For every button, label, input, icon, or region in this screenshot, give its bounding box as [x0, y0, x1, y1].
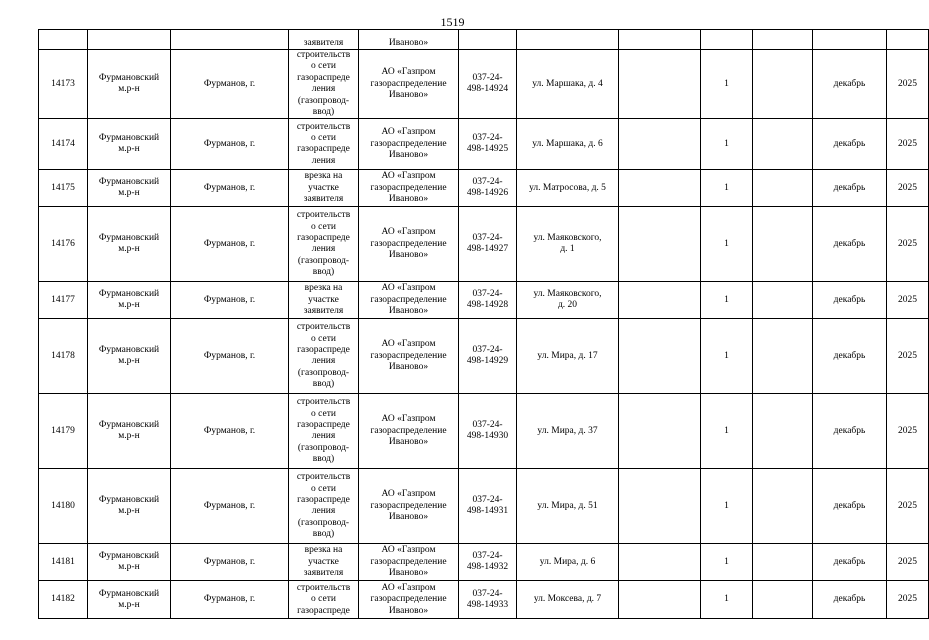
cell-empty	[753, 207, 813, 282]
cell-work-type	[289, 544, 359, 581]
cell-city: Фурманов, г.	[171, 50, 289, 119]
code-line: 498-14931	[466, 506, 509, 517]
work-line: газораспреде	[297, 345, 350, 356]
cell-year: 2025	[887, 319, 929, 394]
code-line: 498-14925	[466, 144, 509, 155]
district-line: м.р-н	[118, 244, 140, 255]
cell-empty	[753, 319, 813, 394]
cell-address	[517, 50, 619, 119]
cell-organization	[359, 170, 459, 207]
org-line: газораспределение	[370, 594, 447, 605]
district-line: м.р-н	[118, 562, 140, 573]
cell-address	[517, 544, 619, 581]
code-line: 498-14930	[466, 431, 509, 442]
cell-city: Фурманов, г.	[171, 469, 289, 544]
code-line: 037-24-	[472, 420, 503, 431]
cell-id: 14182	[39, 581, 88, 619]
work-line: ввод)	[312, 454, 335, 465]
org-line: газораспределение	[370, 78, 447, 89]
cell-organization	[359, 50, 459, 119]
address-line: ул. Матросова, д. 5	[529, 182, 606, 193]
org-line: АО «Газпром	[381, 283, 436, 294]
work-line: о сети	[311, 483, 336, 494]
cell-address	[517, 319, 619, 394]
org-line: АО «Газпром	[381, 127, 436, 138]
table-row	[39, 170, 929, 207]
cell-code	[459, 50, 517, 119]
cell-code	[459, 282, 517, 319]
org-line: Иваново»	[388, 437, 429, 448]
cell-work-type	[289, 50, 359, 119]
district-line: Фурмановский	[98, 588, 160, 599]
work-line: заявителя	[303, 568, 344, 579]
address-line: ул. Мира, д. 6	[539, 556, 596, 567]
cell-empty	[517, 30, 619, 50]
org-line: газораспределение	[370, 182, 447, 193]
code-line: 498-14932	[466, 562, 509, 573]
work-line: ввод)	[312, 529, 335, 540]
cell-month: декабрь	[813, 394, 887, 469]
cell-empty	[619, 544, 701, 581]
cell-work-type	[289, 469, 359, 544]
cell-quantity: 1	[701, 394, 753, 469]
cell-organization	[359, 394, 459, 469]
work-line: ления	[311, 431, 336, 442]
cell-empty	[887, 30, 929, 50]
cell-district	[88, 119, 171, 170]
cell-quantity: 1	[701, 119, 753, 170]
work-line: о сети	[311, 221, 336, 232]
org-line: Иваново»	[388, 568, 429, 579]
code-line: 037-24-	[472, 345, 503, 356]
cell-id: 14174	[39, 119, 88, 170]
cell-empty	[619, 394, 701, 469]
org-line: газораспределение	[370, 500, 447, 511]
table-row	[39, 319, 929, 394]
cell-empty	[753, 50, 813, 119]
table-row	[39, 50, 929, 119]
cell-city: Фурманов, г.	[171, 581, 289, 619]
cell-address	[517, 282, 619, 319]
district-line: м.р-н	[118, 431, 140, 442]
cell-id: 14173	[39, 50, 88, 119]
cell-district	[88, 50, 171, 119]
cell-city: Фурманов, г.	[171, 544, 289, 581]
cell-quantity: 1	[701, 282, 753, 319]
district-line: м.р-н	[118, 144, 140, 155]
org-line: Иваново»	[388, 512, 429, 523]
cell-year: 2025	[887, 581, 929, 619]
cell-organization	[359, 207, 459, 282]
cell-district	[88, 544, 171, 581]
cell-id: 14179	[39, 394, 88, 469]
org-line: Иваново»	[388, 194, 429, 205]
cell-empty	[813, 30, 887, 50]
cell-work-type	[289, 282, 359, 319]
work-line: ввод)	[312, 379, 335, 390]
cell-code	[459, 119, 517, 170]
cell-month: декабрь	[813, 50, 887, 119]
cell-district	[88, 319, 171, 394]
district-line: м.р-н	[118, 188, 140, 199]
cell-code	[459, 469, 517, 544]
cell-year: 2025	[887, 544, 929, 581]
cell-month: декабрь	[813, 207, 887, 282]
address-line: д. 1	[560, 244, 575, 255]
cell-work-type	[289, 581, 359, 619]
cell-code	[459, 581, 517, 619]
cell-empty	[619, 319, 701, 394]
cell-empty	[753, 170, 813, 207]
cell-district	[88, 282, 171, 319]
cell-empty	[701, 30, 753, 50]
address-line: ул. Мира, д. 51	[537, 500, 598, 511]
cell-quantity: 1	[701, 469, 753, 544]
cell-empty	[459, 30, 517, 50]
work-line: ления	[311, 244, 336, 255]
org-line: Иваново»	[388, 605, 429, 616]
work-line: строительств	[296, 582, 351, 593]
table-row	[39, 282, 929, 319]
cell-empty	[619, 170, 701, 207]
cell-work-type	[289, 319, 359, 394]
address-line: д. 20	[557, 300, 578, 311]
work-line: газораспреде	[297, 605, 350, 616]
district-line: м.р-н	[118, 300, 140, 311]
cell-work-continued: заявителя	[289, 30, 359, 50]
org-line: АО «Газпром	[381, 414, 436, 425]
cell-quantity: 1	[701, 50, 753, 119]
work-line: газораспреде	[297, 495, 350, 506]
work-line: строительств	[296, 210, 351, 221]
work-line: строительств	[296, 121, 351, 132]
cell-month: декабрь	[813, 319, 887, 394]
work-line: участке	[308, 556, 339, 567]
work-line: строительств	[296, 50, 351, 60]
work-line: о сети	[311, 408, 336, 419]
cell-work-type	[289, 207, 359, 282]
district-line: м.р-н	[118, 84, 140, 95]
cell-work-type	[289, 170, 359, 207]
address-line: ул. Маршака, д. 4	[532, 78, 603, 89]
cell-year: 2025	[887, 207, 929, 282]
table-body	[39, 30, 929, 619]
org-line: АО «Газпром	[381, 227, 436, 238]
address-line: ул. Маяковского,	[533, 289, 602, 300]
address-line: ул. Маяковского,	[533, 233, 602, 244]
cell-empty	[753, 282, 813, 319]
cell-organization	[359, 469, 459, 544]
work-line: ввод)	[312, 107, 335, 118]
district-line: Фурмановский	[98, 495, 160, 506]
cell-organization	[359, 581, 459, 619]
cell-district	[88, 581, 171, 619]
cell-month: декабрь	[813, 170, 887, 207]
work-line: (газопровод-	[297, 367, 350, 378]
code-line: 498-14926	[466, 188, 509, 199]
district-line: Фурмановский	[98, 233, 160, 244]
work-line: заявителя	[303, 306, 344, 317]
cell-year: 2025	[887, 469, 929, 544]
cell-code	[459, 319, 517, 394]
district-line: м.р-н	[118, 506, 140, 517]
cell-org-continued: Иваново»	[359, 30, 459, 50]
org-line: АО «Газпром	[381, 582, 436, 593]
work-line: о сети	[311, 333, 336, 344]
code-line: 037-24-	[472, 495, 503, 506]
code-line: 498-14927	[466, 244, 509, 255]
work-line: о сети	[311, 133, 336, 144]
cell-empty	[619, 581, 701, 619]
work-line: ления	[311, 506, 336, 517]
work-line: ввод)	[312, 267, 335, 278]
cell-empty	[619, 119, 701, 170]
cell-year: 2025	[887, 170, 929, 207]
cell-id: 14175	[39, 170, 88, 207]
cell-empty	[753, 581, 813, 619]
cell-address	[517, 207, 619, 282]
table-row	[39, 119, 929, 170]
org-line: Иваново»	[388, 362, 429, 373]
cell-id: 14176	[39, 207, 88, 282]
org-line: АО «Газпром	[381, 545, 436, 556]
cell-empty	[88, 30, 171, 50]
code-line: 498-14933	[466, 599, 509, 610]
work-line: о сети	[311, 594, 336, 605]
cell-empty	[753, 30, 813, 50]
cell-month: декабрь	[813, 581, 887, 619]
cell-empty	[753, 469, 813, 544]
code-line: 498-14929	[466, 356, 509, 367]
cell-month: декабрь	[813, 469, 887, 544]
cell-city: Фурманов, г.	[171, 319, 289, 394]
cell-district	[88, 207, 171, 282]
org-line: газораспределение	[370, 294, 447, 305]
cell-city: Фурманов, г.	[171, 170, 289, 207]
cell-empty	[619, 469, 701, 544]
cell-city: Фурманов, г.	[171, 394, 289, 469]
cell-code	[459, 544, 517, 581]
cell-id: 14181	[39, 544, 88, 581]
cell-organization	[359, 319, 459, 394]
code-line: 037-24-	[472, 133, 503, 144]
cell-id: 14180	[39, 469, 88, 544]
cell-empty	[619, 30, 701, 50]
cell-empty	[619, 207, 701, 282]
cell-empty	[619, 50, 701, 119]
cell-quantity: 1	[701, 319, 753, 394]
code-line: 037-24-	[472, 551, 503, 562]
district-line: м.р-н	[118, 599, 140, 610]
org-line: газораспределение	[370, 138, 447, 149]
cell-district	[88, 170, 171, 207]
cell-address	[517, 581, 619, 619]
code-line: 498-14924	[466, 84, 509, 95]
table-row-continued	[39, 30, 929, 50]
org-line: АО «Газпром	[381, 67, 436, 78]
work-line: газораспреде	[297, 144, 350, 155]
org-line: Иваново»	[388, 306, 429, 317]
cell-quantity: 1	[701, 170, 753, 207]
cell-address	[517, 469, 619, 544]
work-line: газораспреде	[297, 72, 350, 83]
table-row	[39, 394, 929, 469]
work-line: ления	[311, 356, 336, 367]
cell-address	[517, 170, 619, 207]
cell-quantity: 1	[701, 581, 753, 619]
registry-table	[38, 29, 929, 619]
cell-month: декабрь	[813, 282, 887, 319]
cell-empty	[753, 544, 813, 581]
cell-quantity: 1	[701, 544, 753, 581]
org-line: газораспределение	[370, 556, 447, 567]
district-line: Фурмановский	[98, 551, 160, 562]
cell-year: 2025	[887, 119, 929, 170]
work-line: (газопровод-	[297, 517, 350, 528]
cell-organization	[359, 282, 459, 319]
org-line: АО «Газпром	[381, 339, 436, 350]
code-line: 037-24-	[472, 72, 503, 83]
address-line: ул. Мира, д. 37	[537, 425, 598, 436]
cell-work-type	[289, 394, 359, 469]
cell-empty	[753, 119, 813, 170]
work-line: ления	[311, 84, 336, 95]
cell-code	[459, 394, 517, 469]
cell-empty	[619, 282, 701, 319]
cell-month: декабрь	[813, 544, 887, 581]
work-line: врезка на	[304, 545, 343, 556]
district-line: Фурмановский	[98, 72, 160, 83]
district-line: Фурмановский	[98, 289, 160, 300]
page-number: 1519	[440, 15, 465, 29]
work-line: (газопровод-	[297, 95, 350, 106]
org-line: Иваново»	[388, 89, 429, 100]
table-row	[39, 544, 929, 581]
work-line: участке	[308, 294, 339, 305]
cell-empty	[753, 394, 813, 469]
work-line: строительств	[296, 397, 351, 408]
district-line: м.р-н	[118, 356, 140, 367]
cell-id: 14177	[39, 282, 88, 319]
code-line: 037-24-	[472, 177, 503, 188]
code-line: 037-24-	[472, 289, 503, 300]
work-line: газораспреде	[297, 233, 350, 244]
org-line: газораспределение	[370, 238, 447, 249]
cell-district	[88, 394, 171, 469]
table-row	[39, 207, 929, 282]
org-line: газораспределение	[370, 425, 447, 436]
cell-code	[459, 207, 517, 282]
work-line: (газопровод-	[297, 442, 350, 453]
work-line: заявителя	[303, 194, 344, 205]
cell-empty	[171, 30, 289, 50]
work-line: ления	[311, 155, 336, 166]
cell-address	[517, 119, 619, 170]
work-line: врезка на	[304, 171, 343, 182]
cell-work-type	[289, 119, 359, 170]
cell-code	[459, 170, 517, 207]
cell-quantity: 1	[701, 207, 753, 282]
district-line: Фурмановский	[98, 177, 160, 188]
work-line: строительств	[296, 472, 351, 483]
org-line: АО «Газпром	[381, 489, 436, 500]
district-line: Фурмановский	[98, 420, 160, 431]
cell-city: Фурманов, г.	[171, 207, 289, 282]
district-line: Фурмановский	[98, 133, 160, 144]
cell-id: 14178	[39, 319, 88, 394]
work-line: о сети	[311, 61, 336, 72]
table-row	[39, 469, 929, 544]
cell-month: декабрь	[813, 119, 887, 170]
org-line: АО «Газпром	[381, 171, 436, 182]
cell-district	[88, 469, 171, 544]
work-line: строительств	[296, 322, 351, 333]
district-line: Фурмановский	[98, 345, 160, 356]
address-line: ул. Мира, д. 17	[537, 350, 598, 361]
table-row	[39, 581, 929, 619]
org-line: Иваново»	[388, 250, 429, 261]
cell-city: Фурманов, г.	[171, 282, 289, 319]
work-line: участке	[308, 182, 339, 193]
cell-organization	[359, 544, 459, 581]
cell-city: Фурманов, г.	[171, 119, 289, 170]
code-line: 037-24-	[472, 588, 503, 599]
work-line: газораспреде	[297, 420, 350, 431]
cell-empty	[39, 30, 88, 50]
cell-organization	[359, 119, 459, 170]
cell-year: 2025	[887, 50, 929, 119]
org-line: Иваново»	[388, 150, 429, 161]
address-line: ул. Маршака, д. 6	[532, 138, 603, 149]
code-line: 498-14928	[466, 300, 509, 311]
work-line: врезка на	[304, 283, 343, 294]
work-line: (газопровод-	[297, 255, 350, 266]
cell-year: 2025	[887, 282, 929, 319]
cell-year: 2025	[887, 394, 929, 469]
code-line: 037-24-	[472, 233, 503, 244]
address-line: ул. Моксева, д. 7	[533, 594, 602, 605]
cell-address	[517, 394, 619, 469]
org-line: газораспределение	[370, 350, 447, 361]
